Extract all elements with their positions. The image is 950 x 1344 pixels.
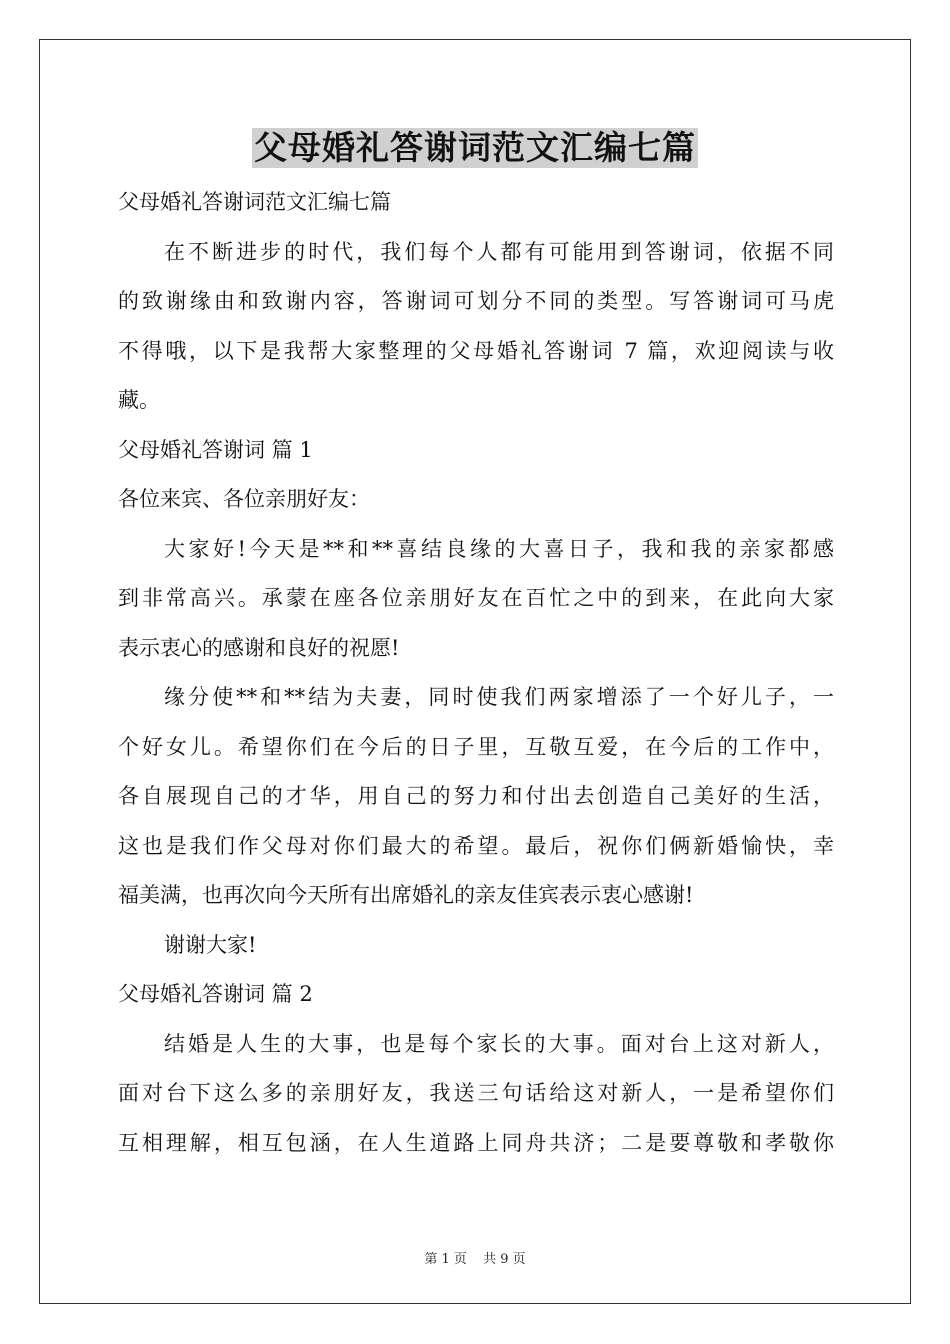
text-line: 父母婚礼答谢词 篇 2 (118, 982, 313, 1006)
text-line: 面对台下这么多的亲朋好友，我送三句话给这对新人，一是希望你们 (118, 1081, 834, 1105)
text-line: 互相理解，相互包涵，在人生道路上同舟共济；二是要尊敬和孝敬你 (118, 1130, 834, 1155)
text-line: 表示衷心的感谢和良好的祝愿! (118, 635, 400, 660)
text-line: 藏。 (118, 388, 160, 412)
text-line: 谢谢大家! (164, 932, 257, 957)
text-line: 各位来宾、各位亲朋好友： (118, 487, 370, 511)
text-line: 到非常高兴。承蒙在座各位亲朋好友在百忙之中的到来，在此向大家 (118, 586, 834, 610)
page-footer (0, 1248, 950, 1267)
text-line: 在不断进步的时代，我们每个人都有可能用到答谢词，依据不同 (164, 239, 834, 264)
title-container (0, 128, 950, 168)
text-line: 结婚是人生的大事，也是每个家长的大事。面对台上这对新人， (164, 1031, 834, 1056)
text-line: 各自展现自己的才华，用自己的努力和付出去创造自己美好的生活， (118, 784, 834, 808)
text-line: 大家好!今天是**和**喜结良缘的大喜日子，我和我的亲家都感 (164, 536, 834, 561)
text-line: 的致谢缘由和致谢内容，答谢词可划分不同的类型。写答谢词可马虎 (118, 289, 834, 313)
text-line: 缘分使**和**结为夫妻，同时使我们两家增添了一个好儿子，一 (164, 685, 834, 709)
page-total: 共 9 页 (483, 1252, 526, 1267)
text-line: 福美满，也再次向今天所有出席婚礼的亲友佳宾表示衷心感谢! (118, 883, 694, 907)
document-title: 父母婚礼答谢词范文汇编七篇 (254, 128, 696, 167)
text-line: 个好女儿。希望你们在今后的日子里，互敬互爱，在今后的工作中， (118, 734, 834, 759)
document-body (118, 178, 834, 1168)
text-line: 不得哦，以下是我帮大家整理的父母婚礼答谢词 7 篇，欢迎阅读与收 (118, 338, 834, 363)
page-number: 第 1 页 (424, 1252, 467, 1267)
text-line: 这也是我们作父母对你们最大的希望。最后，祝你们俩新婚愉快，幸 (118, 833, 834, 858)
text-line: 父母婚礼答谢词 篇 1 (118, 437, 313, 462)
text-line: 父母婚礼答谢词范文汇编七篇 (118, 190, 391, 214)
